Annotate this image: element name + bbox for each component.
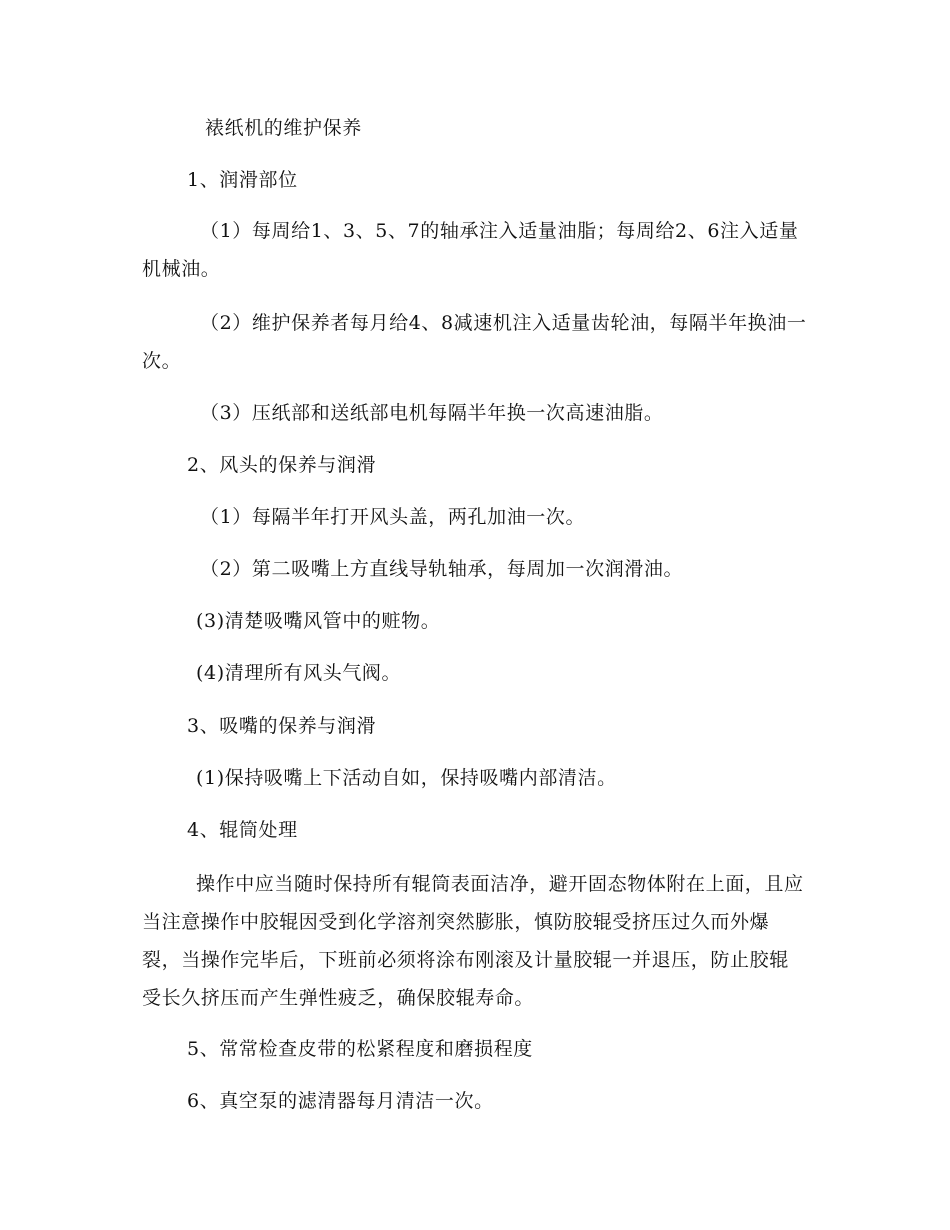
section-2-item-2: （2）第二吸嘴上方直线导轨轴承，每周加一次润滑油。	[200, 558, 684, 580]
section-2-heading: 2、风头的保养与润滑	[187, 454, 377, 476]
section-2-item-1: （1）每隔半年打开风头盖，两孔加油一次。	[200, 506, 586, 528]
document-title: 裱纸机的维护保养	[205, 117, 362, 139]
section-1-item-1: （1）每周给1、3、5、7的轴承注入适量油脂；每周给2、6注入适量机械油。	[142, 220, 799, 280]
section-3-heading: 3、吸嘴的保养与润滑	[187, 715, 377, 737]
section-2-item-4: (4)清理所有风头气阀。	[196, 662, 402, 684]
section-4-heading: 4、辊筒处理	[187, 819, 298, 841]
section-3-item-1: (1)保持吸嘴上下活动自如，保持吸嘴内部清洁。	[196, 767, 617, 789]
section-5-heading: 5、常常检查皮带的松紧程度和磨损程度	[187, 1038, 533, 1060]
section-1-item-2: （2）维护保养者每月给4、8减速机注入适量齿轮油，每隔半年换油一次。	[142, 312, 807, 372]
section-1-heading: 1、润滑部位	[187, 169, 298, 191]
section-6-heading: 6、真空泵的滤清器每月清洁一次。	[187, 1090, 494, 1112]
section-1-item-3: （3）压纸部和送纸部电机每隔半年换一次高速油脂。	[200, 402, 664, 424]
section-4-paragraph: 操作中应当随时保持所有辊筒表面洁净，避开固态物体附在上面，且应当注意操作中胶辊因受到化学溶剂突然膨胀，慎防胶辊受挤压过久而外爆裂，当操作完毕后，下班前必须将涂布刚滚及计量胶辊一并退压，防止胶辊受长久挤压而产生弹性疲乏，确保胶辊寿命。	[142, 873, 804, 1009]
section-2-item-3: (3)清楚吸嘴风管中的赃物。	[196, 610, 441, 632]
